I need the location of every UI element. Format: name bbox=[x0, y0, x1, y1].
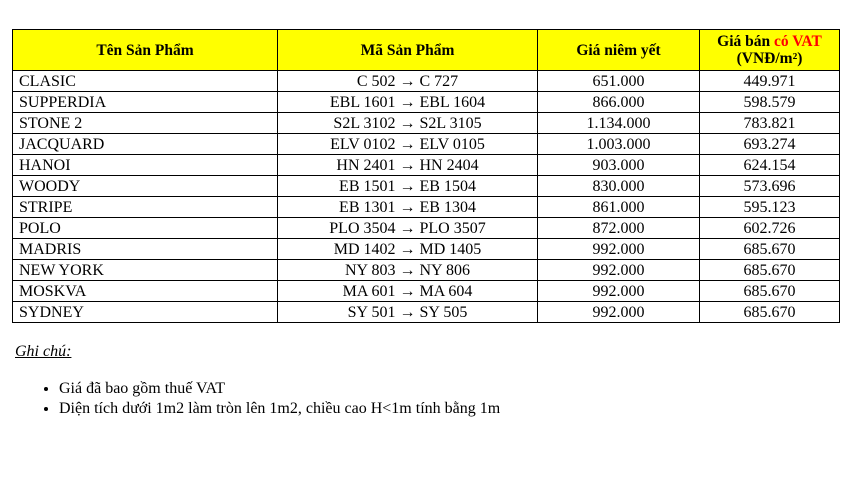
cell-list-price: 872.000 bbox=[538, 218, 700, 239]
header-product-name: Tên Sản Phẩm bbox=[13, 30, 278, 71]
price-table bbox=[12, 29, 840, 323]
table-row bbox=[13, 260, 840, 281]
cell-product-name: STRIPE bbox=[13, 197, 278, 218]
list-item: • Giá đã bao gồm thuế VAT bbox=[59, 379, 500, 399]
cell-sale-price: 624.154 bbox=[700, 155, 840, 176]
cell-product-name: NEW YORK bbox=[13, 260, 278, 281]
cell-sale-price: 598.579 bbox=[700, 92, 840, 113]
cell-list-price: 992.000 bbox=[538, 281, 700, 302]
header-product-code: Mã Sản Phẩm bbox=[278, 30, 538, 71]
notes-section bbox=[15, 343, 500, 419]
cell-product-code: C 502 → C 727 bbox=[278, 71, 538, 92]
cell-sale-price: 685.670 bbox=[700, 302, 840, 323]
cell-list-price: 866.000 bbox=[538, 92, 700, 113]
header-sale-price-unit: (VNĐ/m²) bbox=[736, 50, 803, 67]
cell-sale-price: 449.971 bbox=[700, 71, 840, 92]
cell-product-name: STONE 2 bbox=[13, 113, 278, 134]
table-row bbox=[13, 197, 840, 218]
cell-product-name: CLASIC bbox=[13, 71, 278, 92]
cell-sale-price: 783.821 bbox=[700, 113, 840, 134]
cell-list-price: 830.000 bbox=[538, 176, 700, 197]
cell-product-code: ELV 0102 → ELV 0105 bbox=[278, 134, 538, 155]
cell-product-code: EB 1301 → EB 1304 bbox=[278, 197, 538, 218]
notes-list bbox=[15, 379, 500, 419]
cell-list-price: 861.000 bbox=[538, 197, 700, 218]
cell-product-code: NY 803 → NY 806 bbox=[278, 260, 538, 281]
cell-product-name: MADRIS bbox=[13, 239, 278, 260]
table-row bbox=[13, 71, 840, 92]
table-header-row bbox=[13, 30, 840, 71]
table-row bbox=[13, 239, 840, 260]
cell-sale-price: 595.123 bbox=[700, 197, 840, 218]
notes-title: Ghi chú: bbox=[15, 343, 72, 360]
cell-product-name: SUPPERDIA bbox=[13, 92, 278, 113]
table-row bbox=[13, 113, 840, 134]
header-list-price: Giá niêm yết bbox=[538, 30, 700, 71]
table-row bbox=[13, 92, 840, 113]
cell-product-name: POLO bbox=[13, 218, 278, 239]
cell-product-name: WOODY bbox=[13, 176, 278, 197]
cell-list-price: 1.003.000 bbox=[538, 134, 700, 155]
header-sale-price-prefix: Giá bán bbox=[717, 33, 775, 50]
table-row bbox=[13, 134, 840, 155]
cell-list-price: 992.000 bbox=[538, 239, 700, 260]
cell-sale-price: 602.726 bbox=[700, 218, 840, 239]
cell-list-price: 992.000 bbox=[538, 302, 700, 323]
cell-list-price: 651.000 bbox=[538, 71, 700, 92]
cell-product-code: SY 501 → SY 505 bbox=[278, 302, 538, 323]
cell-product-code: MD 1402 → MD 1405 bbox=[278, 239, 538, 260]
table-row bbox=[13, 218, 840, 239]
table-row bbox=[13, 302, 840, 323]
cell-product-code: EB 1501 → EB 1504 bbox=[278, 176, 538, 197]
table-row bbox=[13, 281, 840, 302]
table-row bbox=[13, 176, 840, 197]
header-sale-price-vat: có VAT bbox=[774, 33, 822, 50]
cell-sale-price: 685.670 bbox=[700, 239, 840, 260]
cell-product-code: EBL 1601 → EBL 1604 bbox=[278, 92, 538, 113]
table-row bbox=[13, 155, 840, 176]
cell-product-name: SYDNEY bbox=[13, 302, 278, 323]
cell-sale-price: 693.274 bbox=[700, 134, 840, 155]
cell-list-price: 903.000 bbox=[538, 155, 700, 176]
cell-product-code: HN 2401 → HN 2404 bbox=[278, 155, 538, 176]
cell-sale-price: 685.670 bbox=[700, 281, 840, 302]
cell-sale-price: 685.670 bbox=[700, 260, 840, 281]
cell-sale-price: 573.696 bbox=[700, 176, 840, 197]
cell-product-code: S2L 3102 → S2L 3105 bbox=[278, 113, 538, 134]
cell-list-price: 992.000 bbox=[538, 260, 700, 281]
cell-product-name: JACQUARD bbox=[13, 134, 278, 155]
cell-product-name: MOSKVA bbox=[13, 281, 278, 302]
cell-product-code: MA 601 → MA 604 bbox=[278, 281, 538, 302]
cell-list-price: 1.134.000 bbox=[538, 113, 700, 134]
header-sale-price bbox=[700, 30, 840, 71]
list-item: • Diện tích dưới 1m2 làm tròn lên 1m2, chiều cao H<1m tính bằng 1m bbox=[59, 399, 500, 419]
cell-product-name: HANOI bbox=[13, 155, 278, 176]
cell-product-code: PLO 3504 → PLO 3507 bbox=[278, 218, 538, 239]
